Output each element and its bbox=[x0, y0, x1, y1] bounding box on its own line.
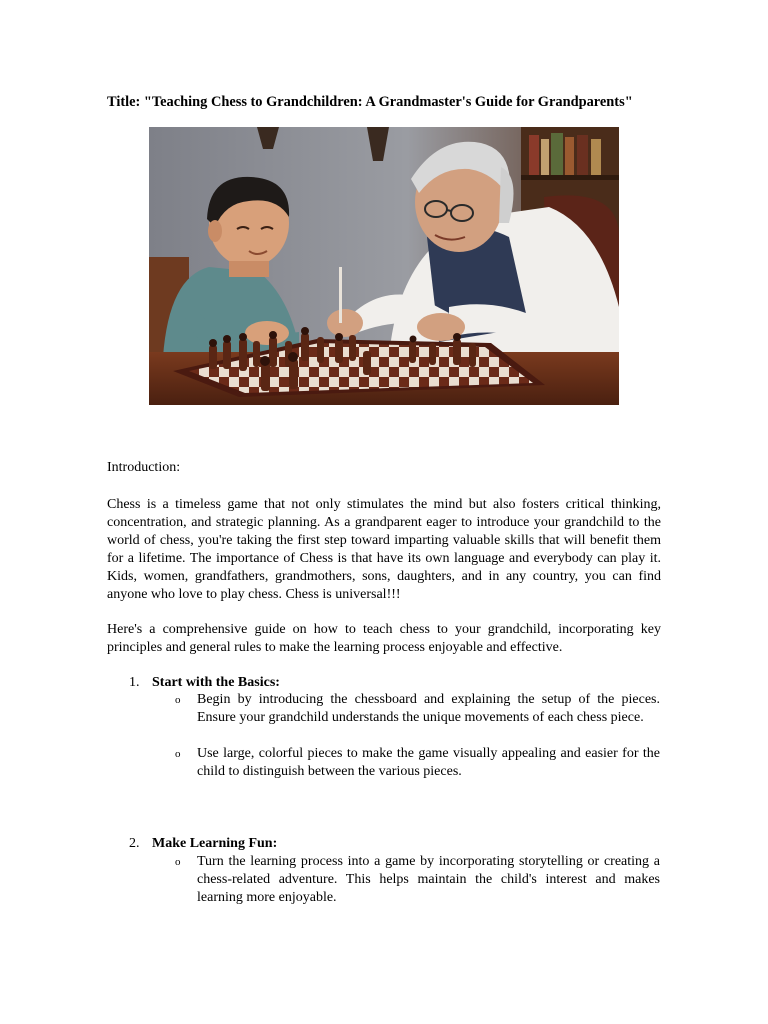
guide-paragraph: Here's a comprehensive guide on how to teach chess to your grandchild, incorporating key principles and general rules to make the learning process enjoyable and effective. bbox=[107, 622, 661, 655]
introduction-heading: Introduction: bbox=[107, 460, 181, 475]
chess-illustration bbox=[149, 127, 619, 405]
list-item-heading: Make Learning Fun: bbox=[152, 836, 278, 851]
bullet-marker: o bbox=[175, 856, 181, 868]
list-item-heading: Start with the Basics: bbox=[152, 675, 280, 690]
list-item-number: 1. bbox=[129, 675, 140, 690]
bullet-marker: o bbox=[175, 748, 181, 760]
bullet-text: Use large, colorful pieces to make the game visually appealing and easier for the child to distinguish between the various pieces. bbox=[197, 746, 660, 779]
bullet-text: Begin by introducing the chessboard and explaining the setup of the pieces. Ensure your grandchild understands the unique movements of each chess piece. bbox=[197, 692, 660, 725]
list-item-number: 2. bbox=[129, 836, 140, 851]
bullet-text: Turn the learning process into a game by incorporating storytelling or creating a chess-related adventure. This helps maintain the child's interest and makes learning more enjoyable. bbox=[197, 854, 660, 905]
document-title: Title: "Teaching Chess to Grandchildren: A Grandmaster's Guide for Grandparents" bbox=[107, 94, 633, 110]
intro-paragraph: Chess is a timeless game that not only stimulates the mind but also fosters critical thinking, concentration, and strategic planning. As a grandparent eager to introduce your grandchild to the world of chess, you're taking the first step toward imparting valuable skills that will benefit them for a lifetime. The importance of Chess is that have its own language and everybody can play it. Kids, women, grandfathers, grandmothers, sons, daughters, and in any country, you can find anyone who love to play chess. Chess is universal!!! bbox=[107, 497, 661, 602]
bullet-marker: o bbox=[175, 694, 181, 706]
